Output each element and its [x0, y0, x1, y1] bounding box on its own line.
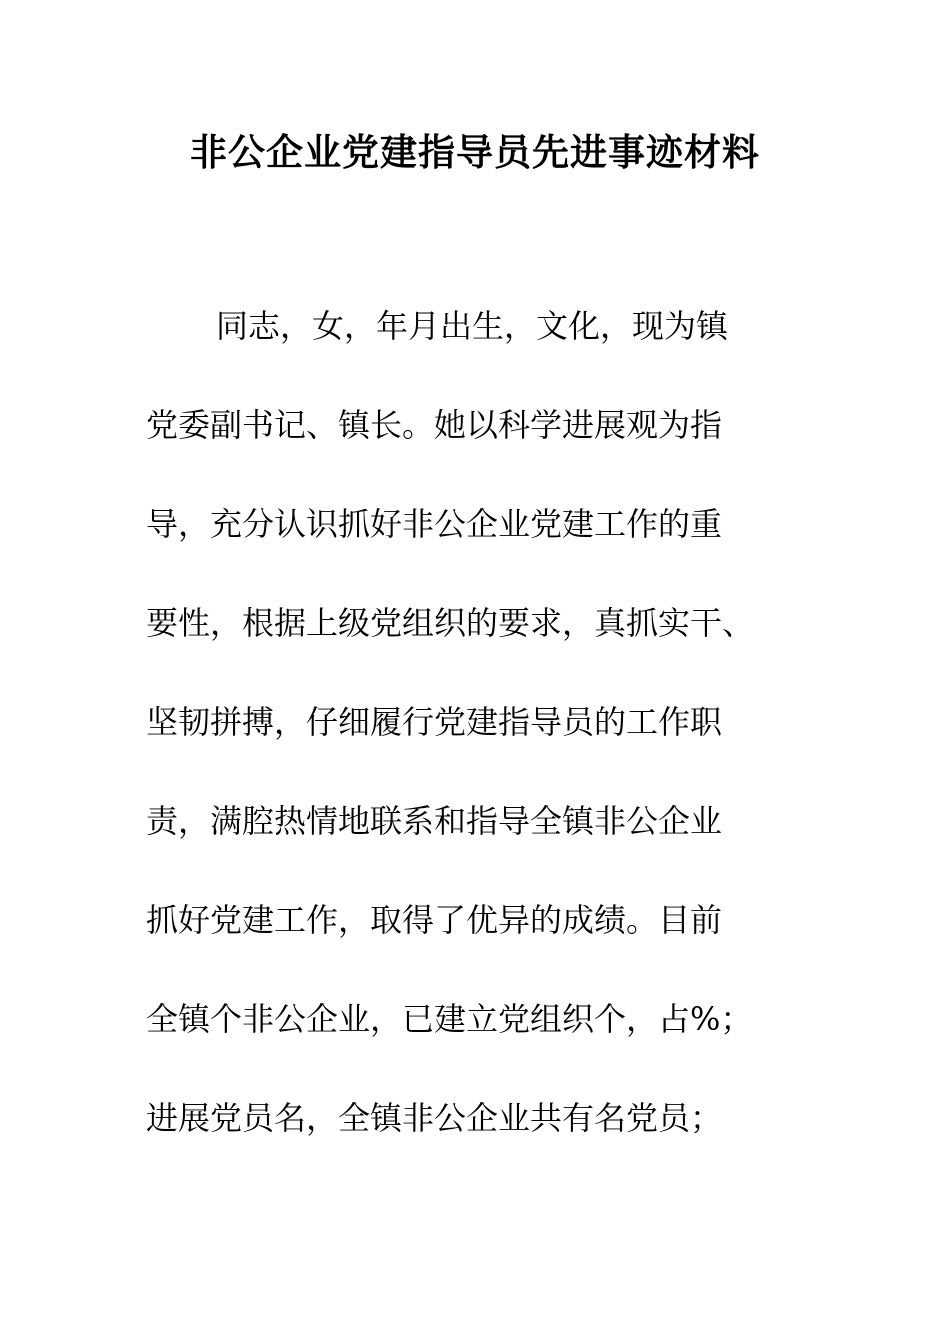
paragraph-line: 导，充分认识抓好非公企业党建工作的重 — [146, 505, 723, 543]
paragraph-line: 坚韧拼搏，仔细履行党建指导员的工作职 — [146, 703, 723, 741]
body-paragraph — [146, 300, 826, 1191]
document-title: 非公企业党建指导员先进事迹材料 — [190, 131, 760, 174]
paragraph-line: 要性，根据上级党组织的要求，真抓实干、 — [146, 604, 755, 642]
paragraph-line: 进展党员名，全镇非公企业共有名党员； — [146, 1099, 723, 1137]
paragraph-line: 全镇个非公企业，已建立党组织个，占%； — [146, 1000, 753, 1038]
paragraph-line: 责，满腔热情地联系和指导全镇非公企业 — [146, 802, 723, 840]
paragraph-line: 抓好党建工作，取得了优异的成绩。目前 — [146, 901, 723, 939]
paragraph-line: 党委副书记、镇长。她以科学进展观为指 — [146, 406, 723, 444]
paragraph-line: 同志，女，年月出生，文化，现为镇 — [216, 307, 729, 345]
